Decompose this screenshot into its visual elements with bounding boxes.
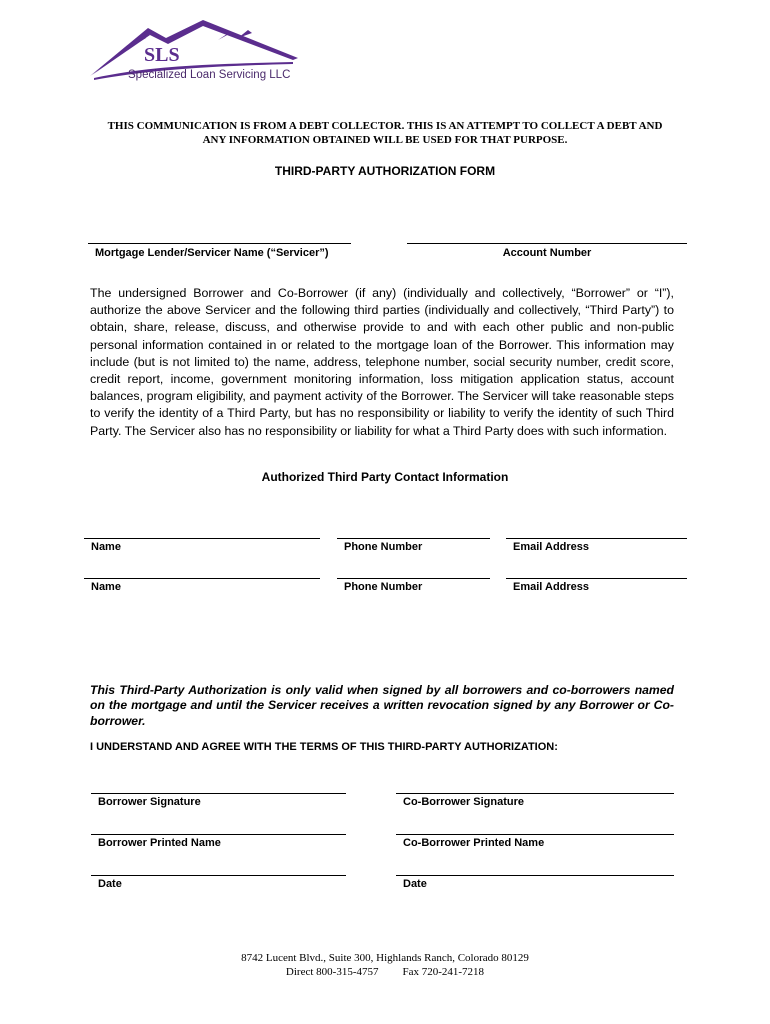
contact-1-phone-label: Phone Number bbox=[344, 541, 423, 553]
contact-2-email-label: Email Address bbox=[513, 581, 590, 593]
servicer-name-label: Mortgage Lender/Servicer Name (“Servicer”) bbox=[95, 247, 329, 259]
account-number-line[interactable] bbox=[407, 243, 687, 244]
form-title: THIRD-PARTY AUTHORIZATION FORM bbox=[274, 164, 496, 178]
contact-2-phone-label: Phone Number bbox=[344, 581, 423, 593]
footer-direct-phone: Direct 800-315-4757 bbox=[285, 966, 379, 978]
notice-line-1: THIS COMMUNICATION IS FROM A DEBT COLLECTOR. THIS IS AN ATTEMPT TO COLLECT A DEBT AND bbox=[107, 120, 663, 132]
coborrower-signature-line[interactable] bbox=[396, 793, 674, 794]
footer-fax: Fax 720-241-7218 bbox=[402, 966, 485, 978]
contact-2-email-line[interactable] bbox=[506, 578, 687, 579]
page-footer bbox=[0, 951, 770, 979]
borrower-printed-name-label: Borrower Printed Name bbox=[98, 837, 221, 849]
contact-1-email-line[interactable] bbox=[506, 538, 687, 539]
servicer-name-line[interactable] bbox=[88, 243, 351, 244]
contact-1-phone-line[interactable] bbox=[337, 538, 490, 539]
contact-info-heading: Authorized Third Party Contact Information bbox=[261, 470, 509, 484]
contact-2-phone-line[interactable] bbox=[337, 578, 490, 579]
company-logo bbox=[88, 18, 303, 88]
contact-1-email-label: Email Address bbox=[513, 541, 590, 553]
footer-contact-line bbox=[0, 965, 770, 979]
borrower-signature-label: Borrower Signature bbox=[98, 796, 201, 808]
contact-2-name-line[interactable] bbox=[84, 578, 320, 579]
coborrower-signature-label: Co-Borrower Signature bbox=[403, 796, 525, 808]
account-number-label: Account Number bbox=[502, 247, 592, 259]
coborrower-date-label: Date bbox=[403, 878, 427, 890]
borrower-signature-line[interactable] bbox=[91, 793, 346, 794]
logo-tagline: Specialized Loan Servicing LLC bbox=[128, 69, 291, 81]
coborrower-printed-name-line[interactable] bbox=[396, 834, 674, 835]
contact-2-name-label: Name bbox=[91, 581, 121, 593]
contact-1-name-line[interactable] bbox=[84, 538, 320, 539]
validity-statement: This Third-Party Authorization is only valid when signed by all borrowers and co-borrowers named on the mortgage and until the Servicer receives a written revocation signed by any Borrower or Co-borrower. bbox=[90, 683, 674, 728]
footer-address: 8742 Lucent Blvd., Suite 300, Highlands Ranch, Colorado 80129 bbox=[241, 952, 529, 964]
contact-1-name-label: Name bbox=[91, 541, 121, 553]
debt-collector-notice bbox=[60, 119, 710, 147]
coborrower-printed-name-label: Co-Borrower Printed Name bbox=[403, 837, 545, 849]
borrower-date-label: Date bbox=[98, 878, 122, 890]
agreement-statement: I UNDERSTAND AND AGREE WITH THE TERMS OF THIS THIRD-PARTY AUTHORIZATION: bbox=[90, 741, 558, 753]
notice-line-2: ANY INFORMATION OBTAINED WILL BE USED FOR THAT PURPOSE. bbox=[202, 134, 568, 146]
coborrower-date-line[interactable] bbox=[396, 875, 674, 876]
authorization-paragraph: The undersigned Borrower and Co-Borrower (if any) (individually and collectively, “Borrower” or “I”), authorize the above Servicer and the following third parties (individually and collectively, “Third Party”) to obtain, share, release, discuss, and otherwise provide to and with each other public and non-public personal information contained in or related to the mortgage loan of the Borrower. This information may include (but is not limited to) the name, address, telephone number, social security number, credit score, credit report, income, government monitoring information, loss mitigation application status, account balances, program eligibility, and payment activity of the Borrower. The Servicer will take reasonable steps to verify the identity of a Third Party, but has no responsibility or liability to verify the identity of such Third Party. The Servicer also has no responsibility or liability for what a Third Party does with such information. bbox=[90, 286, 674, 438]
borrower-printed-name-line[interactable] bbox=[91, 834, 346, 835]
borrower-date-line[interactable] bbox=[91, 875, 346, 876]
logo-mark: SLS bbox=[144, 44, 180, 66]
